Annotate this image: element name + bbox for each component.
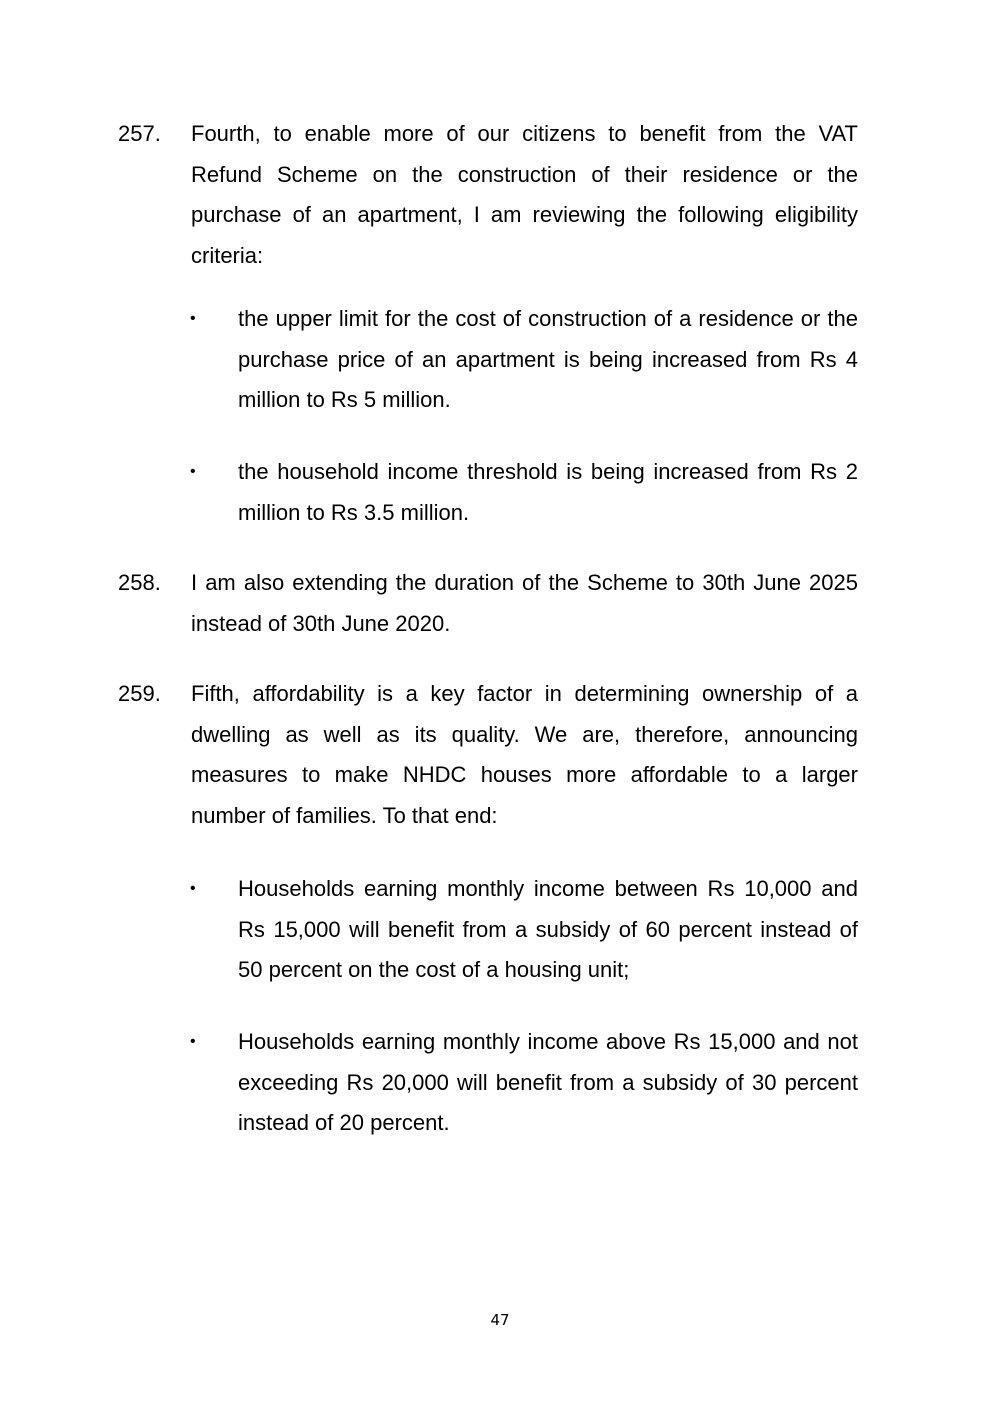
bullet-icon: • <box>190 463 196 480</box>
bullet-item <box>190 869 858 991</box>
paragraph-number: 259. <box>118 681 161 706</box>
paragraph-259 <box>118 674 858 836</box>
bullet-text: the upper limit for the cost of construction of a residence or the purchase price of an apartment is being increased from Rs 4 million to Rs 5 million. <box>238 306 858 413</box>
paragraph-text: I am also extending the duration of the Scheme to 30th June 2025 instead of 30th June 2020. <box>191 570 858 636</box>
bullet-text: Households earning monthly income between Rs 10,000 and Rs 15,000 will benefit from a subsidy of 60 percent instead of 50 percent on the cost of a housing unit; <box>238 876 858 983</box>
bullet-text: the household income threshold is being increased from Rs 2 million to Rs 3.5 million. <box>238 459 858 525</box>
paragraph-number: 258. <box>118 570 161 595</box>
paragraph-258 <box>118 563 858 644</box>
paragraph-257 <box>118 114 858 276</box>
bullet-icon: • <box>190 310 196 327</box>
bullet-item <box>190 452 858 533</box>
bullet-icon: • <box>190 880 196 897</box>
bullet-icon: • <box>190 1033 196 1050</box>
page-number: 47 <box>490 1311 510 1329</box>
bullet-text: Households earning monthly income above Rs 15,000 and not exceeding Rs 20,000 will benefit from a subsidy of 30 percent instead of 20 percent. <box>238 1029 858 1136</box>
paragraph-text: Fifth, affordability is a key factor in determining ownership of a dwelling as well as its quality. We are, therefore, announcing measures to make NHDC houses more affordable to a larger number of families. To that end: <box>191 681 858 828</box>
bullet-item <box>190 1022 858 1144</box>
paragraph-number: 257. <box>118 121 161 146</box>
paragraph-text: Fourth, to enable more of our citizens to benefit from the VAT Refund Scheme on the construction of their residence or the purchase of an apartment, I am reviewing the following eligibility criteria: <box>191 121 858 268</box>
bullet-item <box>190 299 858 421</box>
